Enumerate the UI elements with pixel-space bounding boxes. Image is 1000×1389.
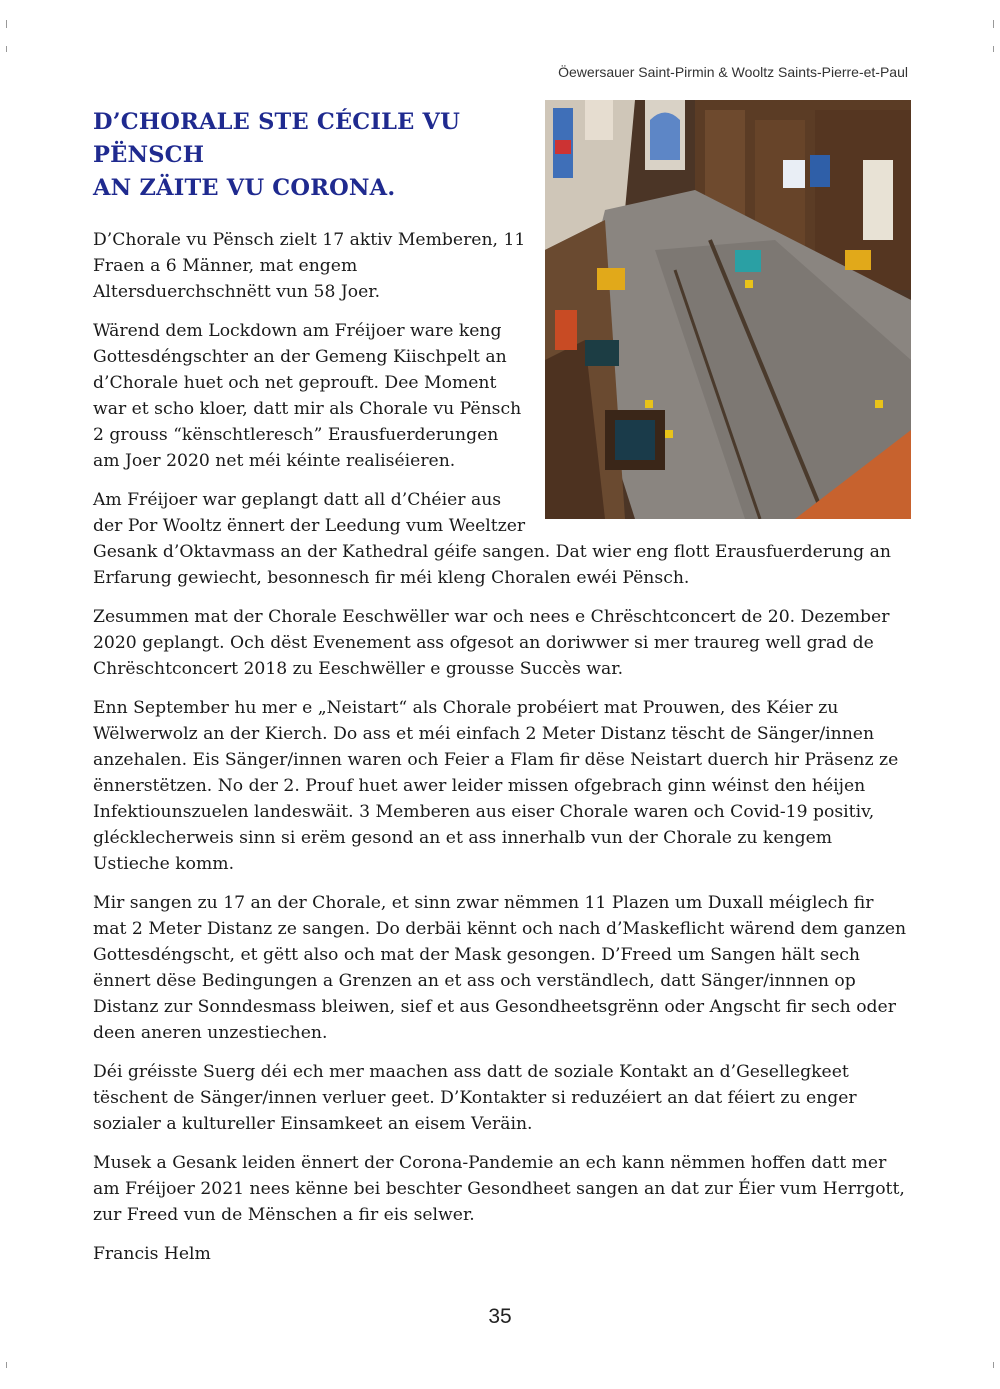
crop-mark bbox=[6, 20, 7, 28]
paragraph-5: Enn September hu mer e „Neistart“ als Chorale probéiert mat Prouwen, des Kéier zu Wëlwerwolz an der Kierch. Do ass et méi einfach 2 Meter Distanz tëscht de Sänger/innen anzehalen. Eis Sänger/innen waren och Feier a Flam fir dëse Neistart duerch hir Präsenz ze ënnerstëtzen. No der 2. Prouf huet awer leider missen ofgebrach ginn wéinst den héijen Infektiounszuelen landeswäit. 3 Memberen aus eiser Chorale waren och Covid-19 positiv, glécklecherweis sinn si erëm gesond an et ass innerhalb vun der Chorale zu kengem Ustieche komm. bbox=[93, 698, 899, 874]
paragraph-3: Am Fréijoer war geplangt datt all d’Chéier aus der Por Wooltz ënnert der Leedung vum Weeltzer Gesank d’Oktavmass an der Kathedral géife sangen. Dat wier eng flott Erausfuerderung an Erfarung gewiecht, besonnesch fir méi kleng Choralen ewéi Pënsch. bbox=[93, 490, 891, 588]
crop-mark bbox=[993, 46, 994, 52]
paragraph-1: D’Chorale vu Pënsch zielt 17 aktiv Memberen, 11 Fraen a 6 Männer, mat engem Altersduerchschnëtt vun 58 Joer. bbox=[93, 230, 526, 302]
paragraph-4: Zesummen mat der Chorale Eeschwëller war och nees e Chrëschtconcert de 20. Dezember 2020 geplangt. Och dëst Evenement ass ofgesot an doriwwer si mer traureg well grad de Chrëschtconcert 2018 zu Eeschwëller e grousse Succès war. bbox=[93, 607, 890, 679]
paragraph-8: Musek a Gesank leiden ënnert der Corona-Pandemie an ech kann nëmmen hoffen datt mer am Fréijoer 2021 nees kënne bei beschter Gesondheet sangen an dat zur Éier vum Herrgott, zur Freed vun de Mënschen a fir eis selwer. bbox=[93, 1153, 905, 1225]
church-choir-loft-photo bbox=[545, 100, 911, 519]
author-name: Francis Helm bbox=[93, 1244, 211, 1264]
crop-mark bbox=[993, 1362, 994, 1368]
crop-mark bbox=[6, 1362, 7, 1368]
article-title-line1: D’CHORALE STE CÉCILE VU PËNSCH bbox=[93, 109, 461, 168]
page-number: 35 bbox=[488, 1305, 512, 1328]
crop-mark bbox=[6, 46, 7, 52]
crop-mark bbox=[993, 20, 994, 28]
article bbox=[93, 106, 911, 1280]
paragraph-7: Déi gréisste Suerg déi ech mer maachen ass datt de soziale Kontakt an d’Gesellegkeet tëschent de Sänger/innen verluer geet. D’Kontakter si reduzéiert an dat féiert zu enger sozialer a kultureller Einsamkeet an eisem Veräin. bbox=[93, 1062, 857, 1134]
paragraph-2: Wärend dem Lockdown am Fréijoer ware keng Gottesdéngschter an der Gemeng Kiischpelt an d’Chorale huet och net geprouft. Dee Moment war et scho kloer, datt mir als Chorale vu Pënsch 2 grouss “kënschtleresch” Erausfuerderungen am Joer 2020 net méi kéinte realiséieren. bbox=[93, 321, 522, 471]
paragraph-6: Mir sangen zu 17 an der Chorale, et sinn zwar nëmmen 11 Plazen um Duxall méiglech fir mat 2 Meter Distanz ze sangen. Do derbäi kënnt och nach d’Maskeflicht wärend dem ganzen Gottesdéngscht, et gëtt also och mat der Mask gesongen. D’Freed um Sangen hält sech ënnert dëse Bedingungen a Grenzen an et ass och verständlech, datt Sänger/innnen op Distanz zur Sonndesmass bleiwen, sief et aus Gesondheetsgrënn oder Angscht fir sech oder deen aneren unzestiechen. bbox=[93, 893, 907, 1043]
running-header: Öewersauer Saint-Pirmin & Wooltz Saints-Pierre-et-Paul bbox=[558, 64, 908, 80]
article-title-line2: AN ZÄITE VU CORONA. bbox=[93, 175, 396, 201]
